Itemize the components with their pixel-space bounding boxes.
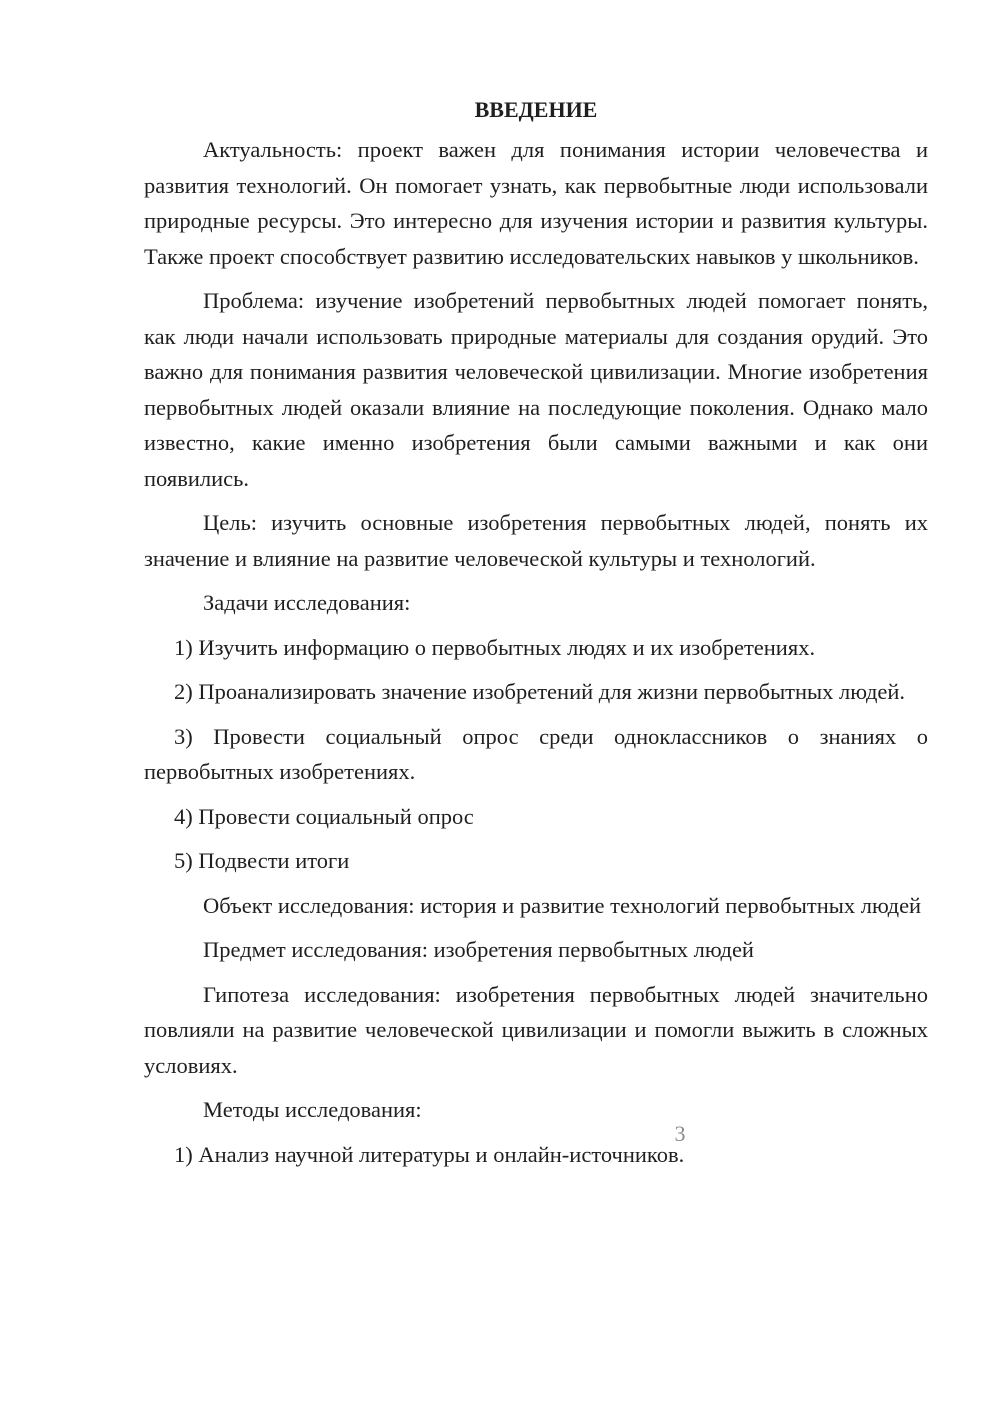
object-paragraph: Объект исследования: история и развитие технологий первобытных людей bbox=[203, 892, 922, 918]
task-item-2: 2) Проанализировать значение изобретений для жизни первобытных людей. bbox=[174, 679, 906, 704]
methods-heading: Методы исследования: bbox=[203, 1097, 422, 1122]
task-item-1: 1) Изучить информацию о первобытных людях и их изобретениях. bbox=[174, 634, 816, 660]
subject-paragraph: Предмет исследования: изобретения первобытных людей bbox=[203, 937, 754, 962]
task-item-4: 4) Провести социальный опрос bbox=[174, 803, 474, 829]
task-item-5: 5) Подвести итоги bbox=[174, 848, 350, 873]
hypothesis-paragraph: Гипотеза исследования: изобретения первобытных людей значительно повлияли на развитие человеческой цивилизации и помогли выжить в сложных условиях. bbox=[144, 981, 928, 1078]
goal-paragraph: Цель: изучить основные изобретения первобытных людей, понять их значение и влияние на развитие человеческой культуры и технологий. bbox=[144, 510, 928, 571]
relevance-paragraph: Актуальность: проект важен для понимания истории человечества и развития технологий. Он помогает узнать, как первобытные люди использовали природные ресурсы. Это интересно для изучения истории и развития культуры. Также проект способствует развитию исследовательских навыков у школьников. bbox=[144, 137, 928, 269]
problem-paragraph: Проблема: изучение изобретений первобытных людей помогает понять, как люди начали использовать природные материалы для создания орудий. Это важно для понимания развития человеческой цивилизации. Многие изобретения первобытных людей оказали влияние на последующие поколения. Однако мало известно, какие именно изобретения были самыми важными и как они появились. bbox=[144, 288, 928, 491]
tasks-heading: Задачи исследования: bbox=[203, 590, 411, 615]
document-page bbox=[144, 92, 928, 1181]
page-number: 3 bbox=[674, 1121, 686, 1146]
method-item-1: 1) Анализ научной литературы и онлайн-источников. bbox=[174, 1141, 685, 1167]
section-title: ВВЕДЕНИЕ bbox=[474, 97, 598, 122]
task-item-3: 3) Провести социальный опрос среди одноклассников о знаниях о первобытных изобретениях. bbox=[144, 723, 928, 784]
